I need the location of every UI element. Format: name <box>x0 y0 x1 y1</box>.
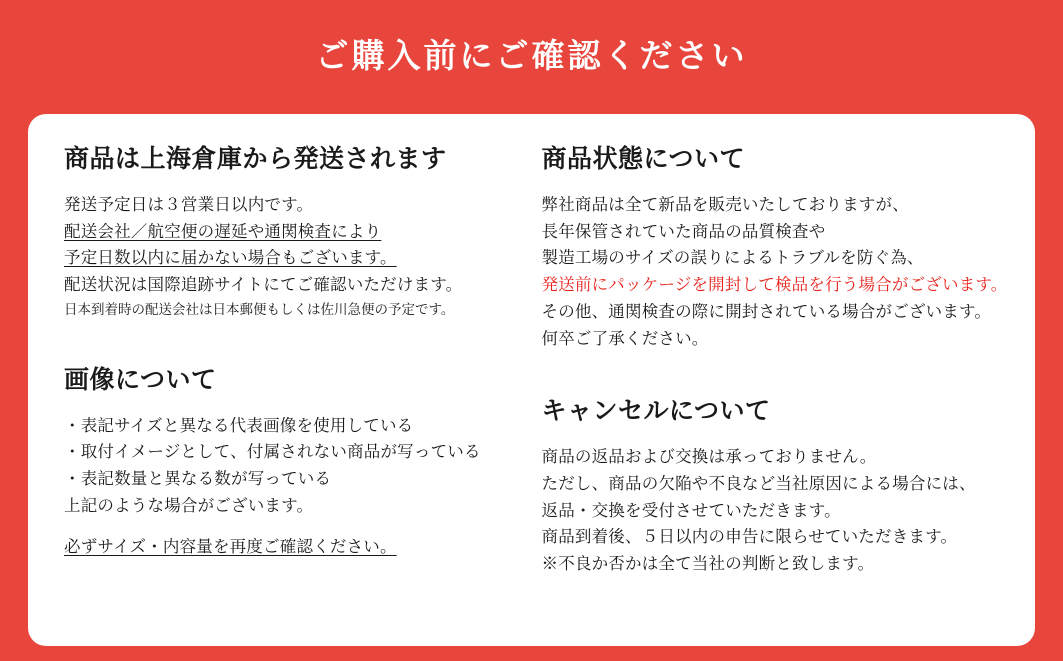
shipping-line-2: 配送会社／航空便の遅延や通関検査により <box>64 222 382 241</box>
section-shipping-title: 商品は上海倉庫から発送されます <box>64 145 447 173</box>
page-title: ご購入前にご確認ください <box>315 37 748 74</box>
images-line-2: ・取付イメージとして、付属されない商品が写っている <box>64 443 481 462</box>
condition-line-3: 製造工場のサイズの誤りによるトラブルを防ぐ為、 <box>541 249 924 268</box>
cancel-line-5: ※不良か否かは全て当社の判断と致します。 <box>541 555 875 574</box>
images-line-4: 上記のような場合がございます。 <box>64 496 314 515</box>
content-columns <box>64 144 1008 578</box>
shipping-line-5: 日本到着時の配送会社は日本郵便もしくは佐川急便の予定です。 <box>64 301 455 317</box>
section-cancel <box>542 396 1000 578</box>
left-column <box>64 144 532 578</box>
cancel-line-3: 返品・交換を受付させていただきます。 <box>541 501 841 520</box>
cancel-line-1: 商品の返品および交換は承っておりません。 <box>541 448 877 467</box>
right-column <box>532 144 1008 578</box>
condition-line-5: その他、通関検査の際に開封されている場合がございます。 <box>541 302 992 321</box>
section-cancel-title: キャンセルについて <box>541 397 771 426</box>
section-images <box>64 365 516 561</box>
section-shipping <box>64 144 516 321</box>
condition-line-1: 弊社商品は全て新品を販売いたしておりますが、 <box>541 196 909 214</box>
notice-card <box>28 114 1035 646</box>
shipping-line-4: 配送状況は国際追跡サイトにてご確認いただけます。 <box>64 276 463 295</box>
section-condition <box>541 144 1008 352</box>
cancel-line-2: ただし、商品の欠陥や不良など当社原因による場合には、 <box>541 475 976 494</box>
shipping-line-1: 発送予定日は３営業日以内です。 <box>64 196 314 214</box>
section-condition-title: 商品状態について <box>541 145 746 173</box>
shipping-line-3: 予定日数以内に届かない場合もございます。 <box>64 249 397 268</box>
condition-line-2: 長年保管されていた商品の品質検査や <box>541 222 826 241</box>
section-images-title: 画像について <box>64 365 217 394</box>
images-line-5: 必ずサイズ・内容量を再度ご確認ください。 <box>64 537 397 556</box>
condition-line-6: 何卒ご了承ください。 <box>541 329 709 348</box>
cancel-line-4: 商品到着後、５日以内の申告に限らせていただきます。 <box>541 528 958 547</box>
images-line-3: ・表記数量と異なる数が写っている <box>64 470 332 489</box>
condition-line-4: 発送前にパッケージを開封して検品を行う場合がございます。 <box>541 276 1008 295</box>
images-line-1: ・表記サイズと異なる代表画像を使用している <box>64 416 414 435</box>
